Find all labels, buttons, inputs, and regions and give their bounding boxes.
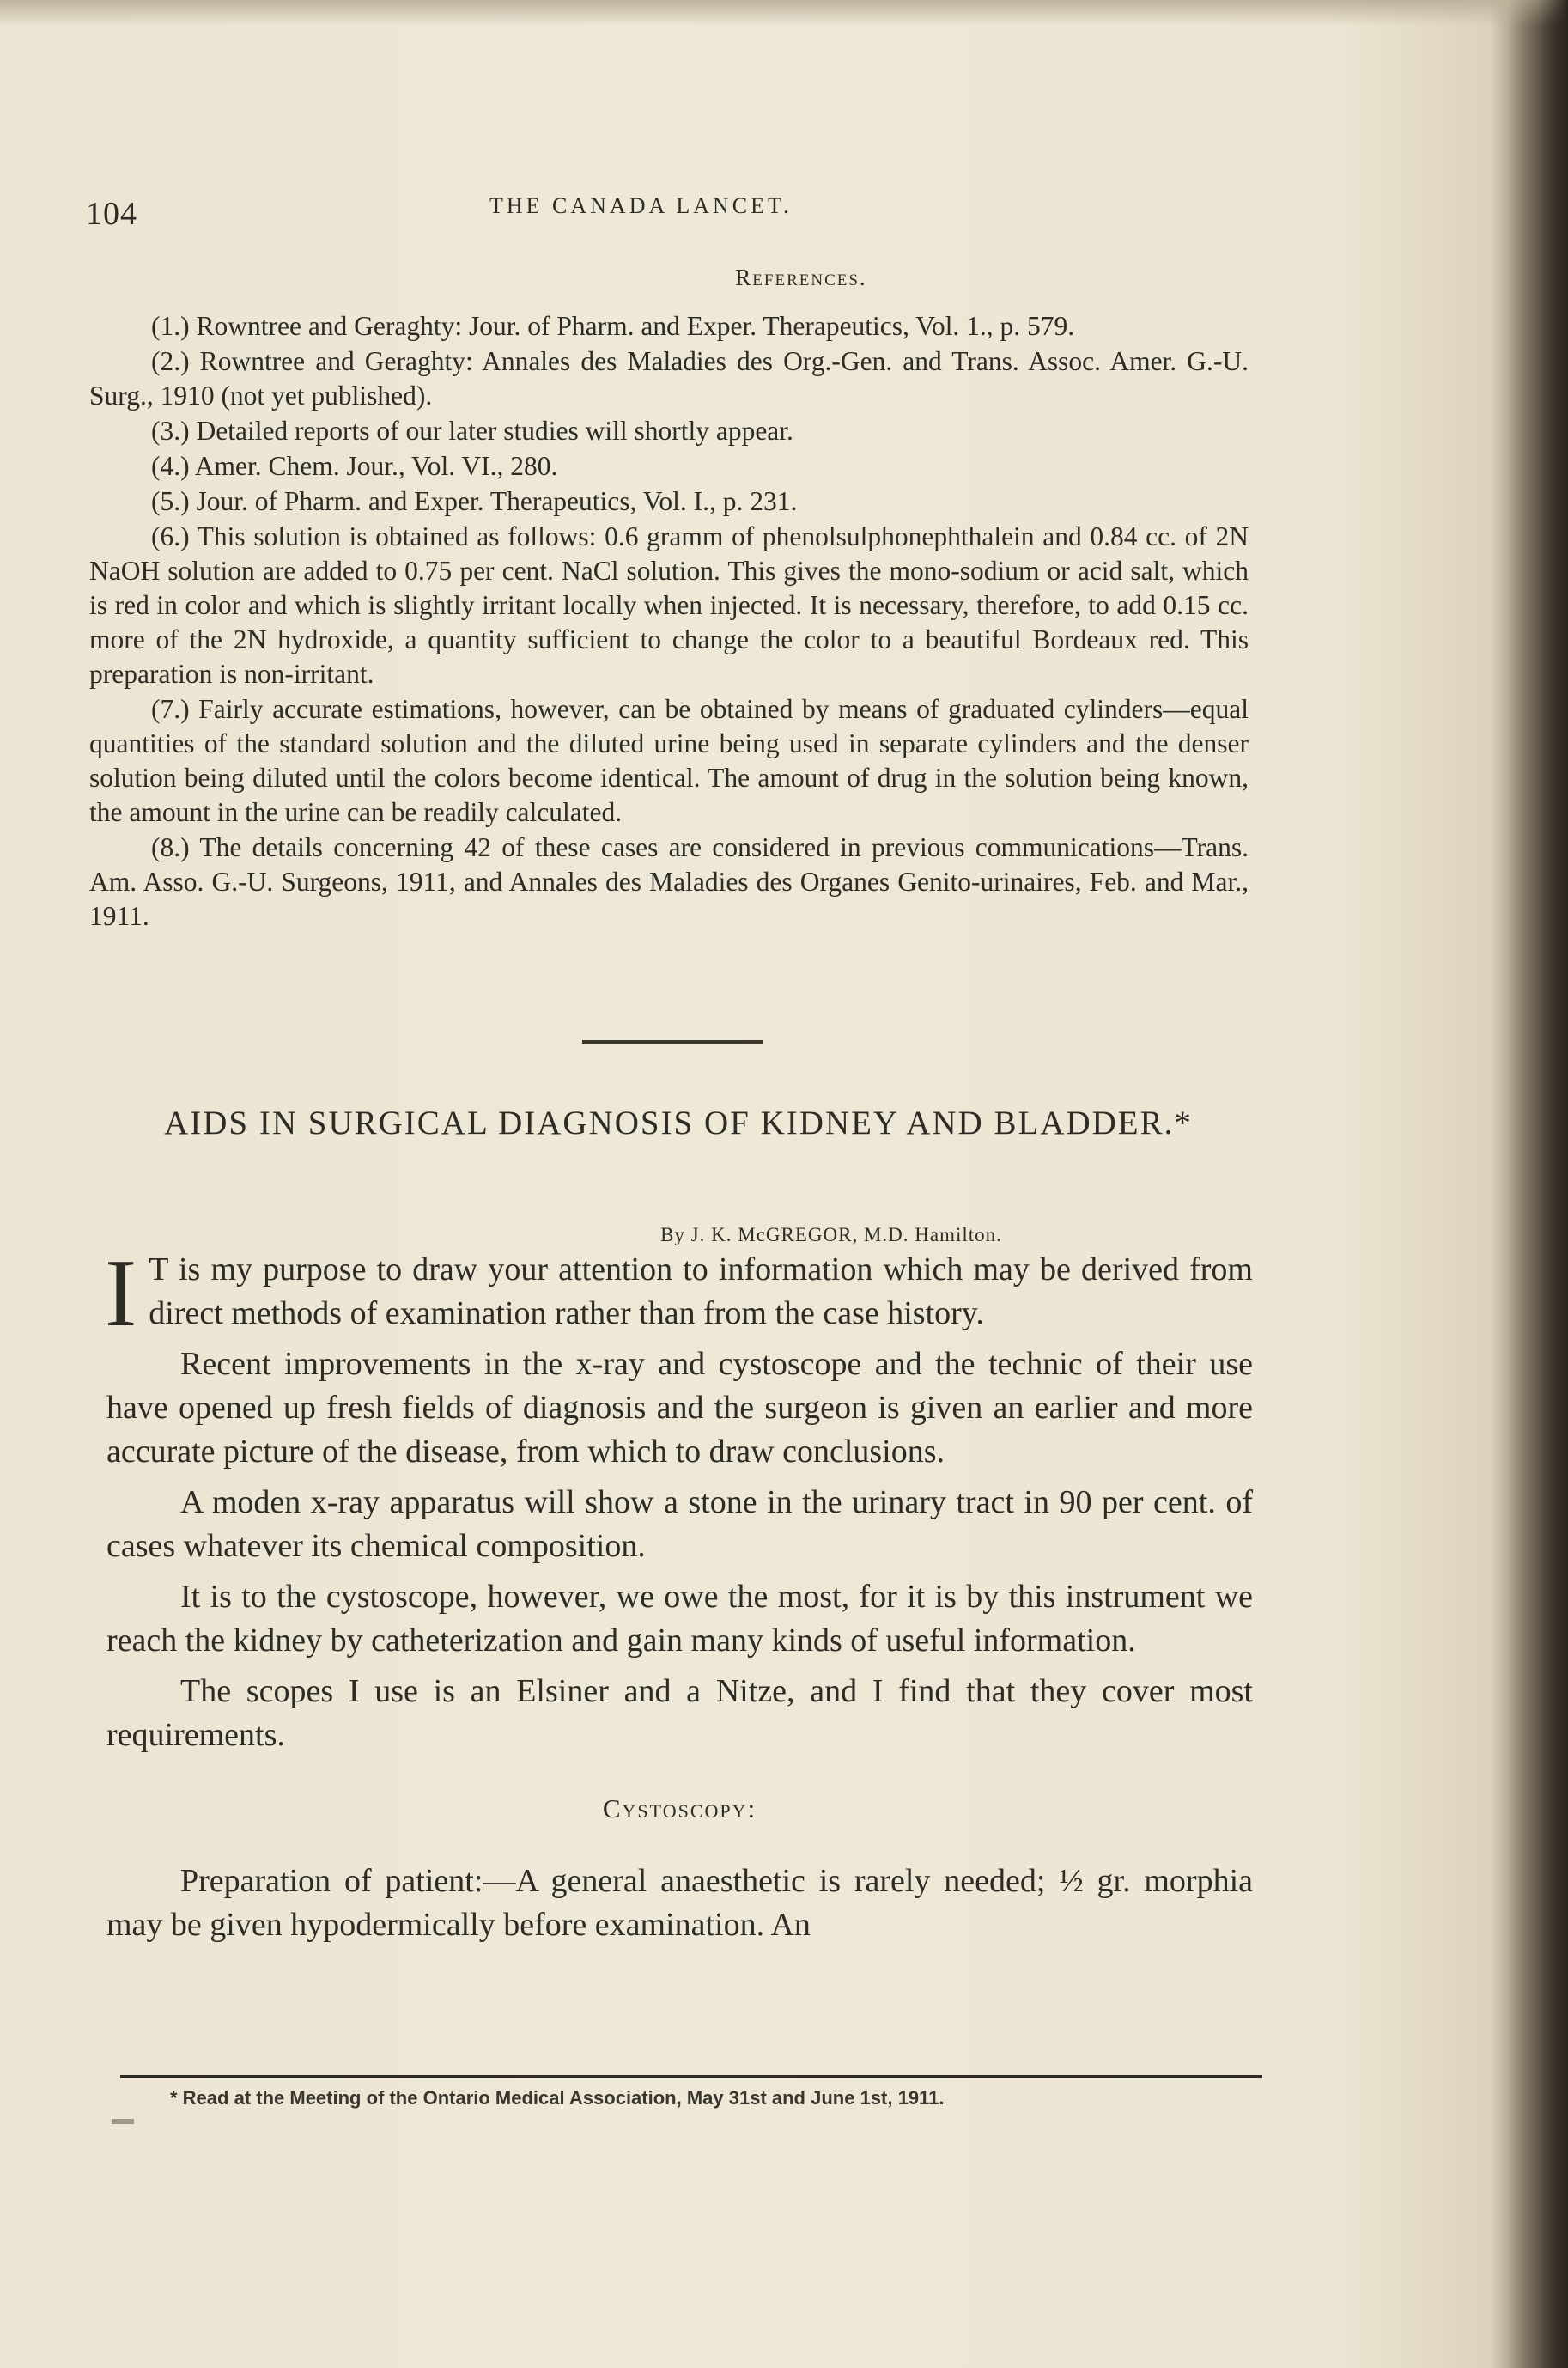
- ink-blot: [112, 2119, 134, 2124]
- reference-item: (3.) Detailed reports of our later studies will shortly appear.: [151, 416, 793, 446]
- section-divider: [582, 1040, 763, 1044]
- first-paragraph-text: T is my purpose to draw your attention to information which may be derived from direct methods of examination rather than from the case history.: [149, 1251, 1253, 1331]
- body-paragraph: Recent improvements in the x-ray and cystoscope and the technic of their use have opened up fresh fields of diagnosis and the surgeon is given an earlier and more accurate picture of the disease, from which to draw conclusions.: [106, 1346, 1253, 1470]
- first-paragraph: [105, 1240, 1253, 1347]
- footnote: * Read at the Meeting of the Ontario Medical Association, May 31st and June 1st, 1911.: [170, 2087, 945, 2109]
- drop-cap: I: [105, 1240, 137, 1347]
- reference-item: (6.) This solution is obtained as follows: 0.6 gramm of phenolsulphonephthalein and 0.84 cc. of 2N NaOH solution are added to 0.75 per cent. NaCl solution. This gives the mono-sodium or acid salt, which is red in color and which is slightly irritant locally when injected. It is necessary, therefore, to add 0.15 cc. more of the 2N hydroxide, a quantity sufficient to change the color to a beautiful Bordeaux red. This preparation is non-irritant.: [89, 521, 1249, 689]
- footnote-rule: [120, 2075, 1262, 2078]
- page-header: [86, 185, 1254, 236]
- article-title: AIDS IN SURGICAL DIAGNOSIS OF KIDNEY AND BLADDER.*: [164, 1105, 1193, 1141]
- body-paragraph-last: Preparation of patient:—A general anaesthetic is rarely needed; ½ gr. morphia may be given hypodermically before examination. An: [106, 1863, 1253, 1943]
- reference-item: (5.) Jour. of Pharm. and Exper. Therapeutics, Vol. I., p. 231.: [151, 486, 798, 516]
- page-number: 104: [86, 196, 137, 232]
- references-heading: References.: [735, 265, 867, 290]
- body-paragraph: It is to the cystoscope, however, we owe the most, for it is by this instrument we reach the kidney by catheterization and gain many kinds of useful information.: [106, 1579, 1253, 1659]
- page-top-shadow: [0, 0, 1568, 26]
- article-body: [105, 1240, 1253, 1954]
- binding-edge: [1508, 0, 1568, 2368]
- article-byline: By J. K. McGREGOR, M.D. Hamilton.: [660, 1224, 1002, 1245]
- reference-item: (4.) Amer. Chem. Jour., Vol. VI., 280.: [151, 451, 558, 481]
- running-title: THE CANADA LANCET.: [489, 193, 793, 218]
- body-paragraph: A moden x-ray apparatus will show a stone in the urinary tract in 90 per cent. of cases whatever its chemical composition.: [106, 1484, 1253, 1564]
- references-list: [89, 309, 1249, 934]
- reference-item: (8.) The details concerning 42 of these cases are considered in previous communications—Trans. Am. Asso. G.-U. Surgeons, 1911, and Annales des Maladies des Organes Genito-urinaires, Feb. and Mar., 1911.: [89, 832, 1249, 931]
- body-paragraph: The scopes I use is an Elsiner and a Nitze, and I find that they cover most requirements.: [106, 1673, 1253, 1753]
- reference-item: (7.) Fairly accurate estimations, however, can be obtained by means of graduated cylinders—equal quantities of the standard solution and the diluted urine being used in separate cylinders and the denser solution being diluted until the colors become identical. The amount of drug in the solution being known, the amount in the urine can be readily calculated.: [89, 694, 1249, 827]
- reference-item: (2.) Rowntree and Geraghty: Annales des Maladies des Org.-Gen. and Trans. Assoc. Amer. G.-U. Surg., 1910 (not yet published).: [89, 346, 1249, 411]
- section-heading: Cystoscopy:: [602, 1793, 757, 1823]
- reference-item: (1.) Rowntree and Geraghty: Jour. of Pharm. and Exper. Therapeutics, Vol. 1., p. 579.: [151, 311, 1075, 341]
